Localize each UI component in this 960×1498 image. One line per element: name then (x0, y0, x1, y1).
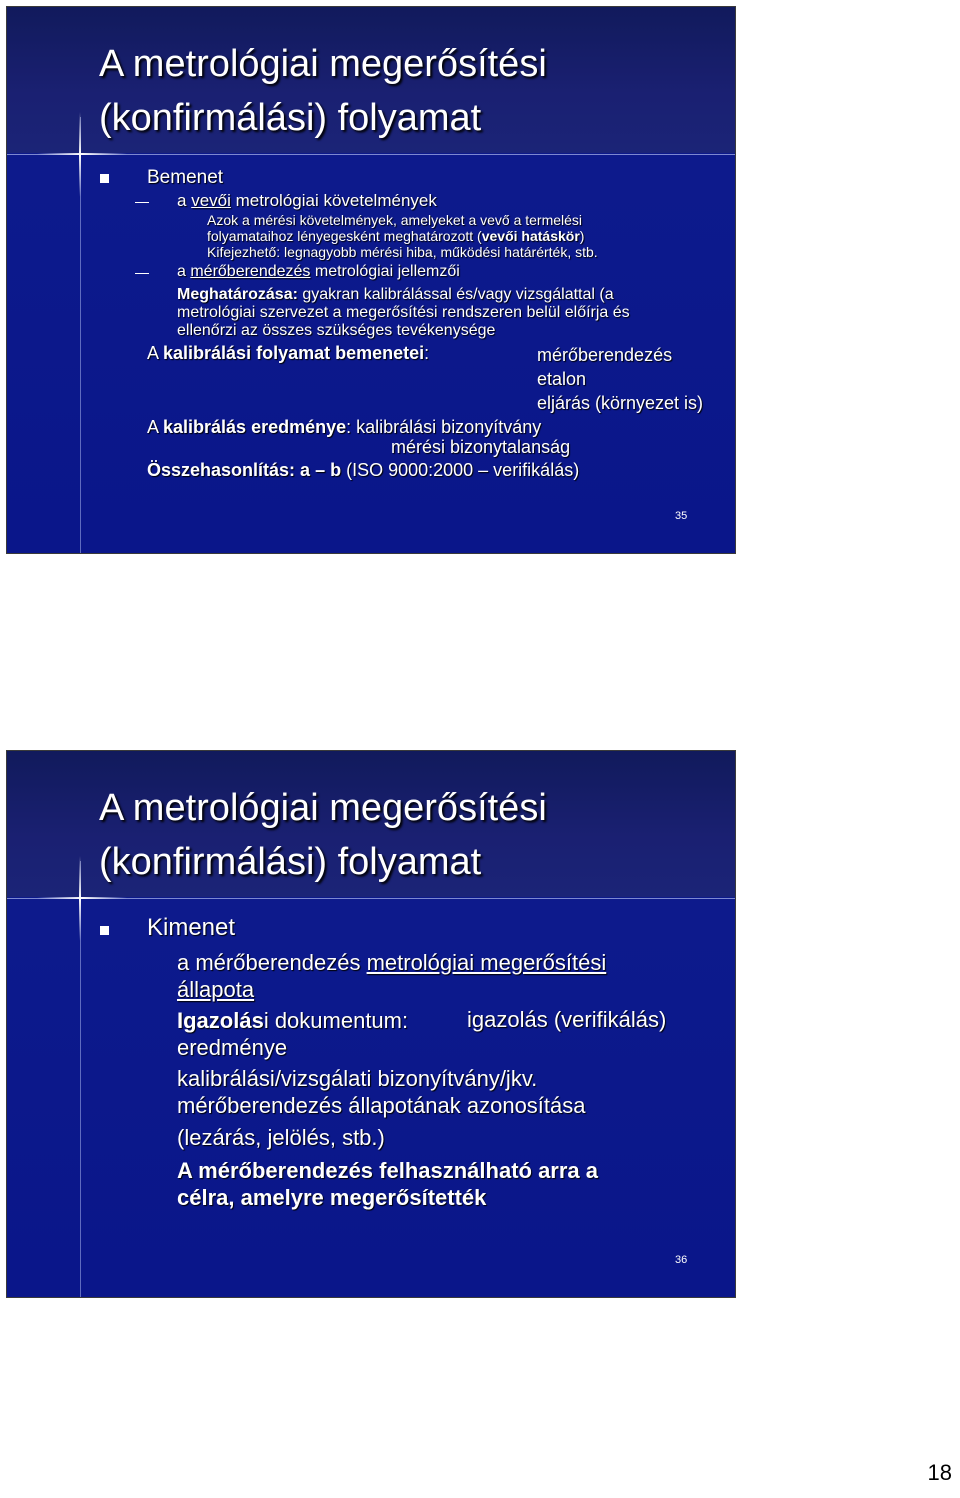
decorative-star (37, 153, 127, 155)
result-line: mérési bizonytalanság (391, 437, 571, 457)
detail-text: Meghatározása: gyakran kalibrálással és/vagy vizsgálattal (a metrológiai szervezet a megerősítési rendszeren belül előírja és ellenőrzi az összes szükséges tevékenysége (177, 286, 630, 339)
title-line: (konfirmálási) folyamat (99, 97, 482, 139)
dash-icon (135, 273, 149, 274)
slide-35 (6, 6, 736, 554)
output-item: (lezárás, jelölés, stb.) (177, 1125, 385, 1150)
bullet-heading: Kimenet (147, 914, 236, 941)
bullet-icon (100, 174, 109, 183)
link[interactable]: metrológiai megerősítési (366, 950, 607, 975)
slide-36 (6, 750, 736, 1298)
detail-text: Azok a mérési követelmények, amelyeket a vevő a termelési folyamataihoz lényegesként meghatározott (vevői hatáskör) Kifejezhető: legnagyobb mérési hiba, működési határérték, stb. (207, 212, 598, 260)
link[interactable]: vevői (191, 191, 231, 210)
inputs-list: mérőberendezés etalon eljárás (környezet is) (537, 345, 704, 413)
slide-number: 35 (675, 510, 688, 522)
output-item: a mérőberendezés metrológiai megerősítési állapota (177, 950, 607, 1002)
inputs-label: A kalibrálási folyamat bemenetei: (147, 343, 430, 363)
output-item-right: igazolás (verifikálás) (467, 1007, 667, 1032)
decorative-star (79, 112, 81, 197)
output-item: Igazolási dokumentum: eredménye (177, 1008, 409, 1060)
decorative-star (79, 856, 81, 941)
conclusion-text: A mérőberendezés felhasználható arra a célra, amelyre megerősítették (177, 1158, 599, 1210)
result-label: A kalibrálás eredménye: kalibrálási bizonyítvány (147, 417, 542, 437)
link[interactable]: állapota (177, 977, 255, 1002)
title-line: A metrológiai megerősítési (99, 787, 547, 829)
output-item: kalibrálási/vizsgálati bizonyítvány/jkv. mérőberendezés állapotának azonosítása (177, 1066, 586, 1118)
comparison-line: Összehasonlítás: a – b (ISO 9000:2000 – verifikálás) (147, 460, 580, 480)
page-number: 18 (927, 1460, 952, 1485)
link[interactable]: mérőberendezés (190, 263, 311, 280)
bullet-icon (100, 926, 109, 935)
title-line: A metrológiai megerősítési (99, 43, 547, 85)
slide-title (99, 781, 547, 889)
decorative-star (37, 897, 127, 899)
sub-item: a mérőberendezés metrológiai jellemzői (177, 263, 460, 280)
dash-icon (135, 202, 149, 203)
title-line: (konfirmálási) folyamat (99, 841, 482, 883)
sub-item: a vevői metrológiai követelmények (177, 191, 437, 210)
slide-title (99, 37, 547, 145)
slide-number: 36 (675, 1254, 688, 1266)
bullet-heading: Bemenet (147, 167, 224, 188)
